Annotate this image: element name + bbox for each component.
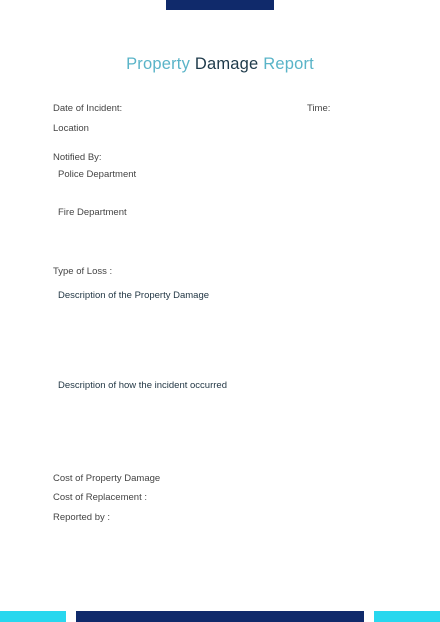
description-incident-label: Description of how the incident occurred (58, 380, 227, 391)
police-department-label: Police Department (58, 169, 137, 180)
notified-by-label: Notified By: (53, 152, 102, 163)
cost-of-replacement-label: Cost of Replacement : (53, 492, 147, 503)
time-label: Time: (307, 103, 331, 114)
type-of-loss-label: Type of Loss : (53, 266, 113, 277)
bottom-middle-decor-bar (76, 611, 364, 622)
location-label: Location (53, 123, 89, 134)
cost-of-damage-label: Cost of Property Damage (53, 473, 161, 484)
date-of-incident-label: Date of Incident: (53, 103, 123, 114)
title-part-report: Report (263, 55, 314, 73)
fire-department-label: Fire Department (58, 207, 127, 218)
bottom-left-decor-bar (0, 611, 66, 622)
description-damage-label: Description of the Property Damage (58, 290, 210, 301)
bottom-right-decor-bar (374, 611, 440, 622)
title-part-property: Property (126, 55, 191, 73)
title-part-damage: Damage (194, 55, 259, 73)
page-title (0, 55, 440, 74)
top-decor-bar (166, 0, 274, 10)
reported-by-label: Reported by : (53, 512, 111, 523)
